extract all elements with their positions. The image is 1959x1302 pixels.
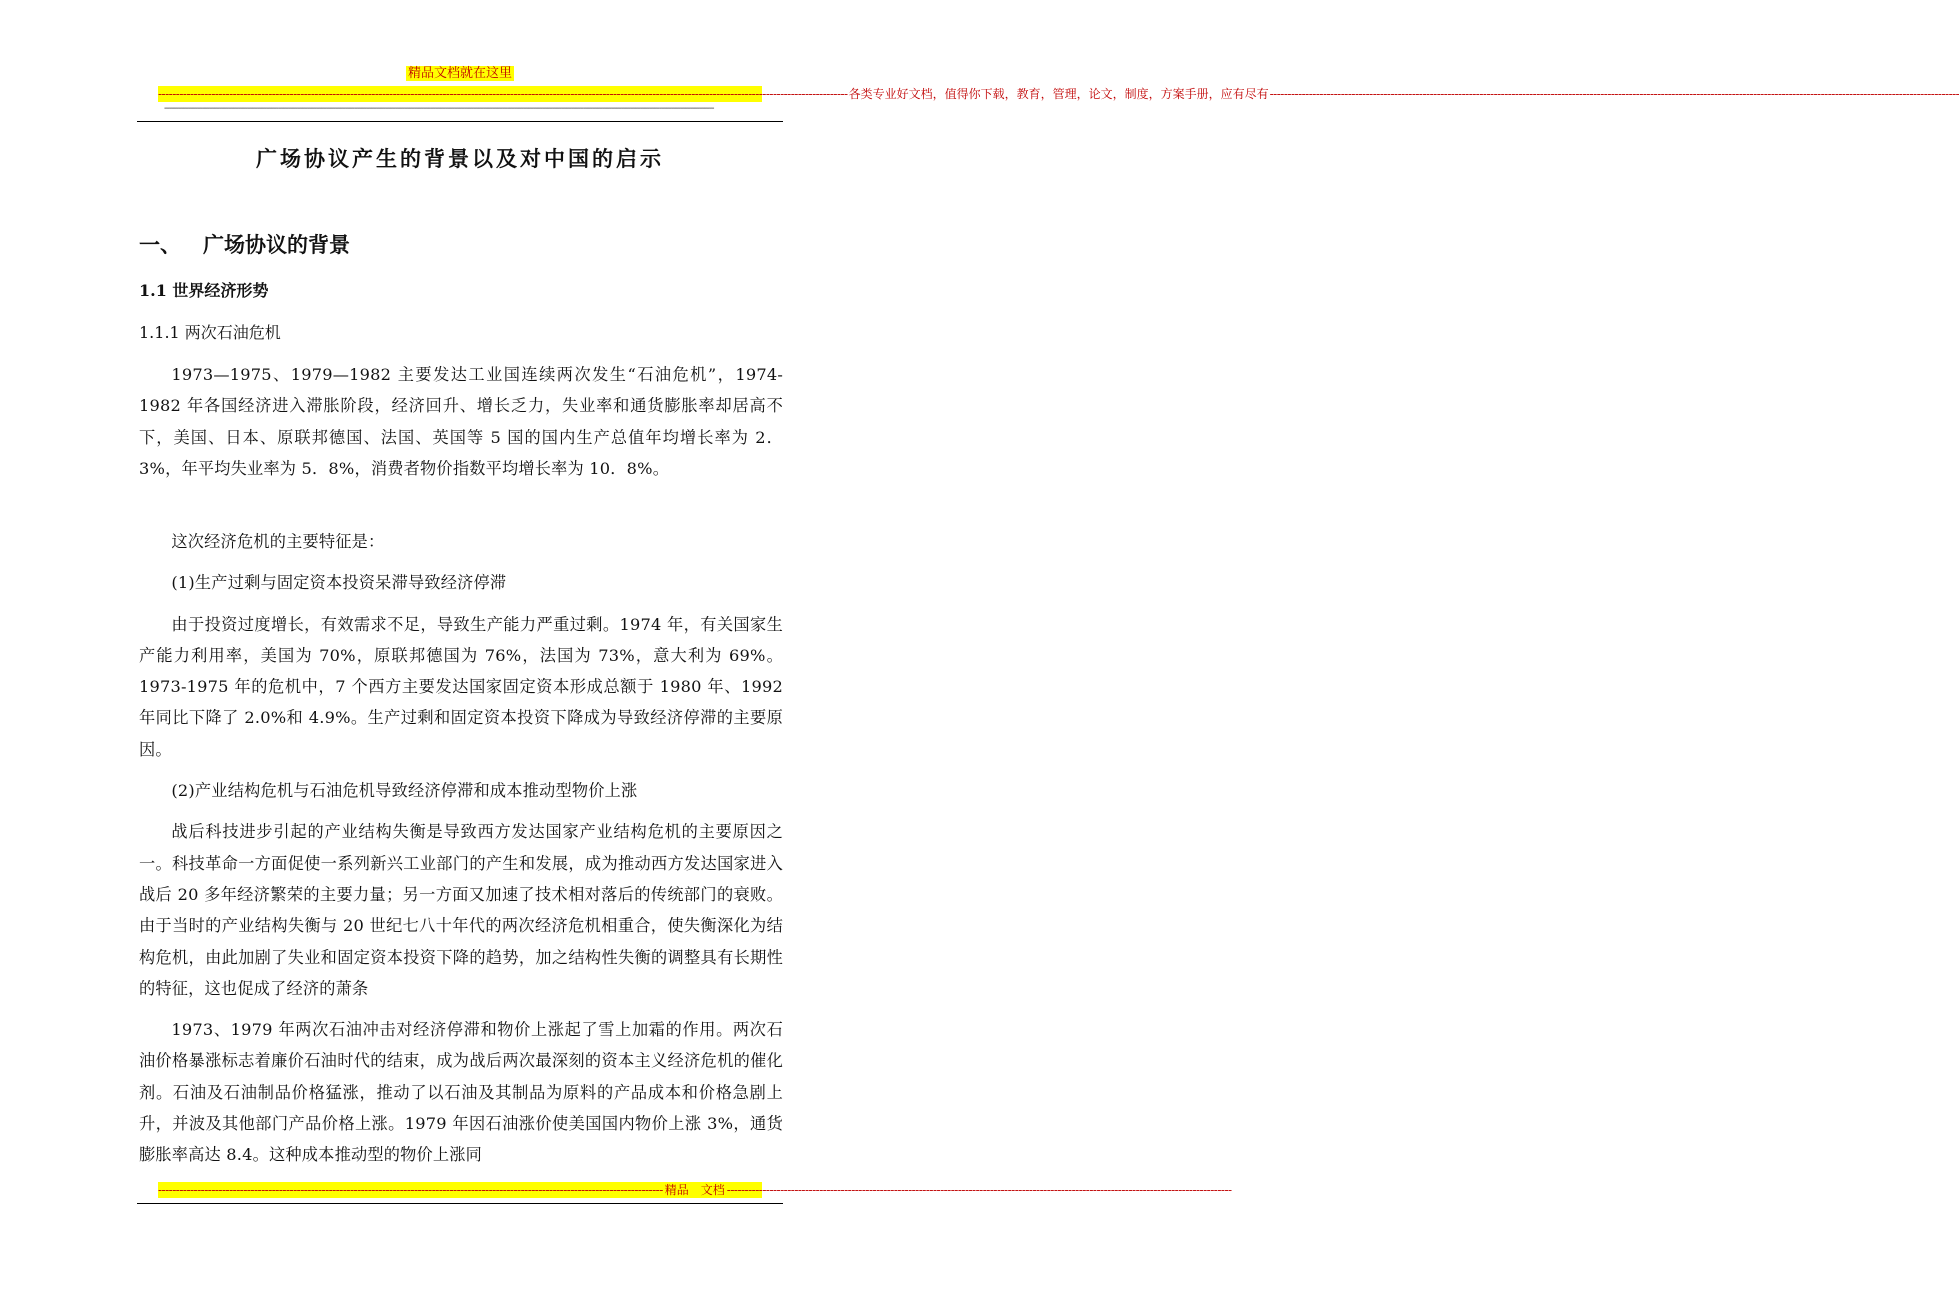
document-body <box>139 228 783 1181</box>
paragraph-oil-shocks: 1973、1979 年两次石油冲击对经济停滞和物价上涨起了雪上加霜的作用。两次石油价格暴涨标志着廉价石油时代的结束，成为战后两次最深刻的资本主义经济危机的催化剂。石油及石油制品价格猛涨，推动了以石油及其制品为原料的产品成本和价格急剧上升，并波及其他部门产品价格上涨。1979 年因石油涨价使美国国内物价上涨 3%，通货膨胀率高达 8.4。这种成本推动型的物价上涨同 <box>139 1020 783 1165</box>
paragraph-feature-2-title: (2)产业结构危机与石油危机导致经济停滞和成本推动型物价上涨 <box>171 781 638 801</box>
header-top-text: 精品文档就在这里 <box>407 66 512 81</box>
header-top-label <box>0 66 920 82</box>
paragraph-industrial-structure: 战后科技进步引起的产业结构失衡是导致西方发达国家产业结构危机的主要原因之一。科技革命一方面促使一系列新兴工业部门的产生和发展，成为推动西方发达国家进入战后 20 多年经济繁荣的主要力量；另一方面又加速了技术相对落后的传统部门的衰败。由于当时的产业结构失衡与 20 世纪七八十年代的两次经济危机相重合，使失衡深化为结构危机，由此加剧了失业和固定资本投资下降的趋势，加之结构性失衡的调整具有长期性的特征，这也促成了经济的萧条 <box>139 822 783 998</box>
subsubsection-heading-1-1-1: 1.1.1 两次石油危机 <box>139 323 281 342</box>
header-tagline-left-dashes: -------------------------------------------------------------------------------------------------------------------------------------------------------------------------------------------------- <box>158 87 848 101</box>
paragraph-crisis-features: 这次经济危机的主要特征是： <box>171 532 385 551</box>
header-tagline <box>158 86 1959 102</box>
section-heading-1 <box>139 228 783 262</box>
section-number: 一、 <box>139 232 181 257</box>
footer-rule <box>137 1203 783 1204</box>
subsection-heading-1-1: 1.1 世界经济形势 <box>139 281 269 300</box>
footer-banner <box>158 1182 1232 1198</box>
header-dashed-separator: --------------------------------------------------------------------------------------------------------------------------------------------------------------------------------------------------------------------------------------- <box>164 103 714 114</box>
document-title: 广场协议产生的背景以及对中国的启示 <box>256 146 664 171</box>
paragraph-oil-crisis: 1973—1975、1979—1982 主要发达工业国连续两次发生“石油危机”，1974-1982 年各国经济进入滞胀阶段，经济回升、增长乏力，失业率和通货膨胀率却居高不下，美国、日本、原联邦德国、法国、英国等 5 国的国内生产总值年均增长率为 2．3%，年平均失业率为 5．8%，消费者物价指数平均增长率为 10．8%。 <box>139 365 783 478</box>
footer-right-dashes: ---------------------------------------------------------------------------------------------------------------------------------------------- <box>726 1183 1232 1197</box>
footer-left-dashes: ---------------------------------------------------------------------------------------------------------------------------------------------- <box>158 1183 663 1197</box>
header-tagline-right-dashes: -------------------------------------------------------------------------------------------------------------------------------------------------------------------------------------------------- <box>1269 87 1959 101</box>
header-rule <box>137 121 783 122</box>
paragraph-overcapacity: 由于投资过度增长，有效需求不足，导致生产能力严重过剩。1974 年，有关国家生产能力利用率，美国为 70%，原联邦德国为 76%，法国为 73%，意大利为 69%。1973-1975 年的危机中，7 个西方主要发达国家固定资本形成总额于 1980 年、1992 年同比下降了 2.0%和 4.9%。生产过剩和固定资本投资下降成为导致经济停滞的主要原因。 <box>139 614 783 759</box>
header-tagline-text: 各类专业好文档，值得你下载，教育，管理，论文，制度，方案手册，应有尽有 <box>848 87 1269 101</box>
paragraph-feature-1-title: (1)生产过剩与固定资本投资呆滞导致经济停滞 <box>171 573 507 593</box>
footer-label: 精品 文档 <box>664 1183 725 1197</box>
section-title: 广场协议的背景 <box>203 232 350 257</box>
